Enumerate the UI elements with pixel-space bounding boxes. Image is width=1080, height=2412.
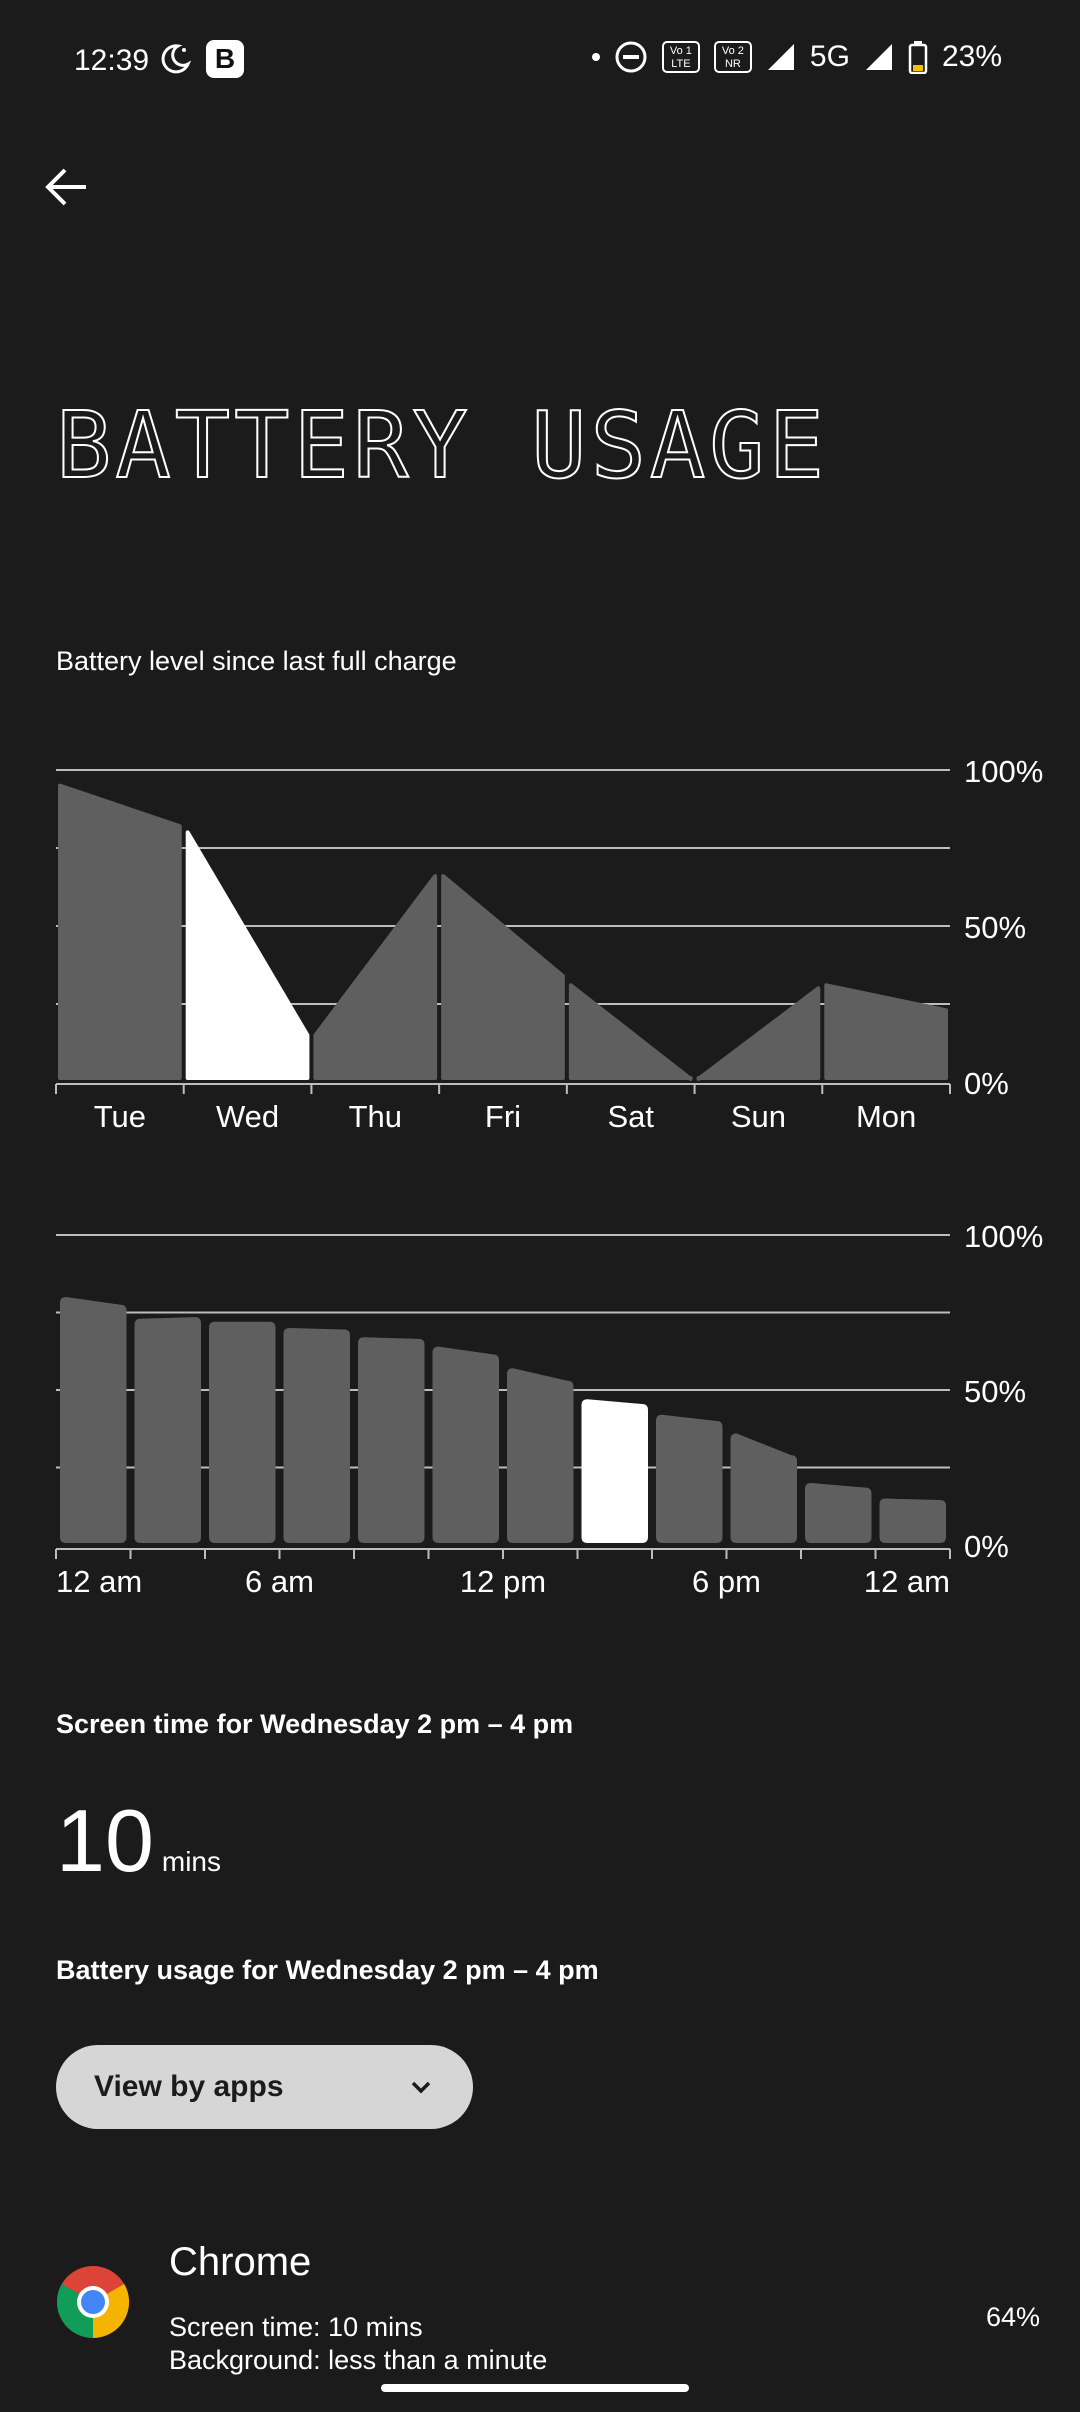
battery-level-label: Battery level since last full charge: [56, 646, 457, 676]
x-tick-label: Mon: [855, 1099, 917, 1134]
app-background-time: Background: less than a minute: [169, 2345, 548, 2375]
app-row-chrome[interactable]: [0, 2240, 1080, 2375]
screen-time-number: 10: [56, 1791, 154, 1890]
battery-icon: [908, 40, 928, 74]
hour-bar[interactable]: [60, 1297, 127, 1543]
hourly-battery-chart: [0, 1205, 1080, 1615]
hour-bar[interactable]: [507, 1368, 574, 1543]
battery-usage-heading: Battery usage for Wednesday 2 pm – 4 pm: [56, 1955, 599, 1985]
view-by-apps-dropdown[interactable]: [56, 2045, 473, 2129]
x-tick-label: Sun: [730, 1099, 787, 1134]
app-usage-percent: 64%: [985, 2302, 1040, 2332]
hour-bar[interactable]: [135, 1317, 202, 1543]
hour-bar[interactable]: [731, 1433, 798, 1543]
chrome-icon: [56, 2265, 130, 2339]
hour-bar[interactable]: [656, 1415, 723, 1543]
hour-bar[interactable]: [209, 1322, 276, 1543]
signal-icon-2: [864, 42, 894, 72]
back-arrow-icon: [40, 160, 94, 214]
screen-time-value: [56, 1790, 221, 1892]
signal-icon: [766, 42, 796, 72]
hour-bar[interactable]: [805, 1483, 872, 1543]
status-bar: [0, 0, 1080, 126]
y-tick-label: 50%: [964, 910, 1027, 945]
y-tick-label: 100%: [964, 754, 1044, 789]
day-area-thu[interactable]: [315, 876, 435, 1078]
y-tick-label: 100%: [964, 1219, 1044, 1254]
x-tick-label: Tue: [93, 1099, 146, 1134]
x-tick-label: 12 pm: [459, 1564, 547, 1599]
app-name: Chrome: [169, 2240, 312, 2284]
day-area-wed[interactable]: [188, 832, 308, 1078]
status-time: 12:39: [74, 44, 150, 77]
screen-time-unit: mins: [161, 1846, 222, 1877]
hour-bar[interactable]: [582, 1399, 649, 1543]
do-not-disturb-icon: [614, 40, 648, 74]
y-tick-label: 50%: [964, 1374, 1027, 1409]
hour-bar[interactable]: [880, 1499, 947, 1544]
y-tick-label: 0%: [964, 1529, 1009, 1564]
hour-bar[interactable]: [433, 1347, 500, 1543]
day-area-fri[interactable]: [443, 876, 563, 1078]
home-indicator[interactable]: [381, 2384, 689, 2392]
hour-bar[interactable]: [284, 1328, 351, 1543]
b-app-icon: B: [206, 40, 244, 78]
view-selector-label: View by apps: [94, 2070, 284, 2103]
day-area-sun[interactable]: [699, 988, 819, 1078]
day-area-mon[interactable]: [826, 985, 946, 1078]
x-tick-label: 6 pm: [692, 1564, 761, 1599]
screen-time-heading: Screen time for Wednesday 2 pm – 4 pm: [56, 1709, 574, 1739]
app-screen-time: Screen time: 10 mins: [169, 2312, 423, 2342]
x-tick-label: Wed: [215, 1099, 280, 1134]
x-tick-label: Thu: [348, 1099, 402, 1134]
daily-battery-chart: [0, 740, 1080, 1140]
x-tick-label: 12 am: [863, 1564, 950, 1599]
day-area-tue[interactable]: [60, 786, 180, 1078]
day-area-sat[interactable]: [571, 985, 691, 1079]
network-type: 5G: [809, 40, 850, 73]
x-tick-label: Sat: [607, 1099, 654, 1134]
back-button[interactable]: [40, 160, 94, 214]
battery-percent: 23%: [941, 40, 1002, 73]
vonr-sim2-icon: Vo 2 NR: [714, 41, 752, 73]
x-tick-label: Fri: [484, 1099, 522, 1134]
page-title: BATTERY USAGE: [56, 392, 829, 499]
hour-bar[interactable]: [358, 1337, 425, 1543]
volte-sim1-icon: Vo 1 LTE: [662, 41, 700, 73]
y-tick-label: 0%: [964, 1066, 1009, 1101]
x-tick-label: 6 am: [245, 1564, 314, 1599]
chevron-down-icon: [407, 2073, 435, 2101]
x-tick-label: 12 am: [56, 1564, 143, 1599]
notification-dot-icon: [592, 53, 600, 61]
bedtime-moon-icon: [158, 42, 192, 76]
